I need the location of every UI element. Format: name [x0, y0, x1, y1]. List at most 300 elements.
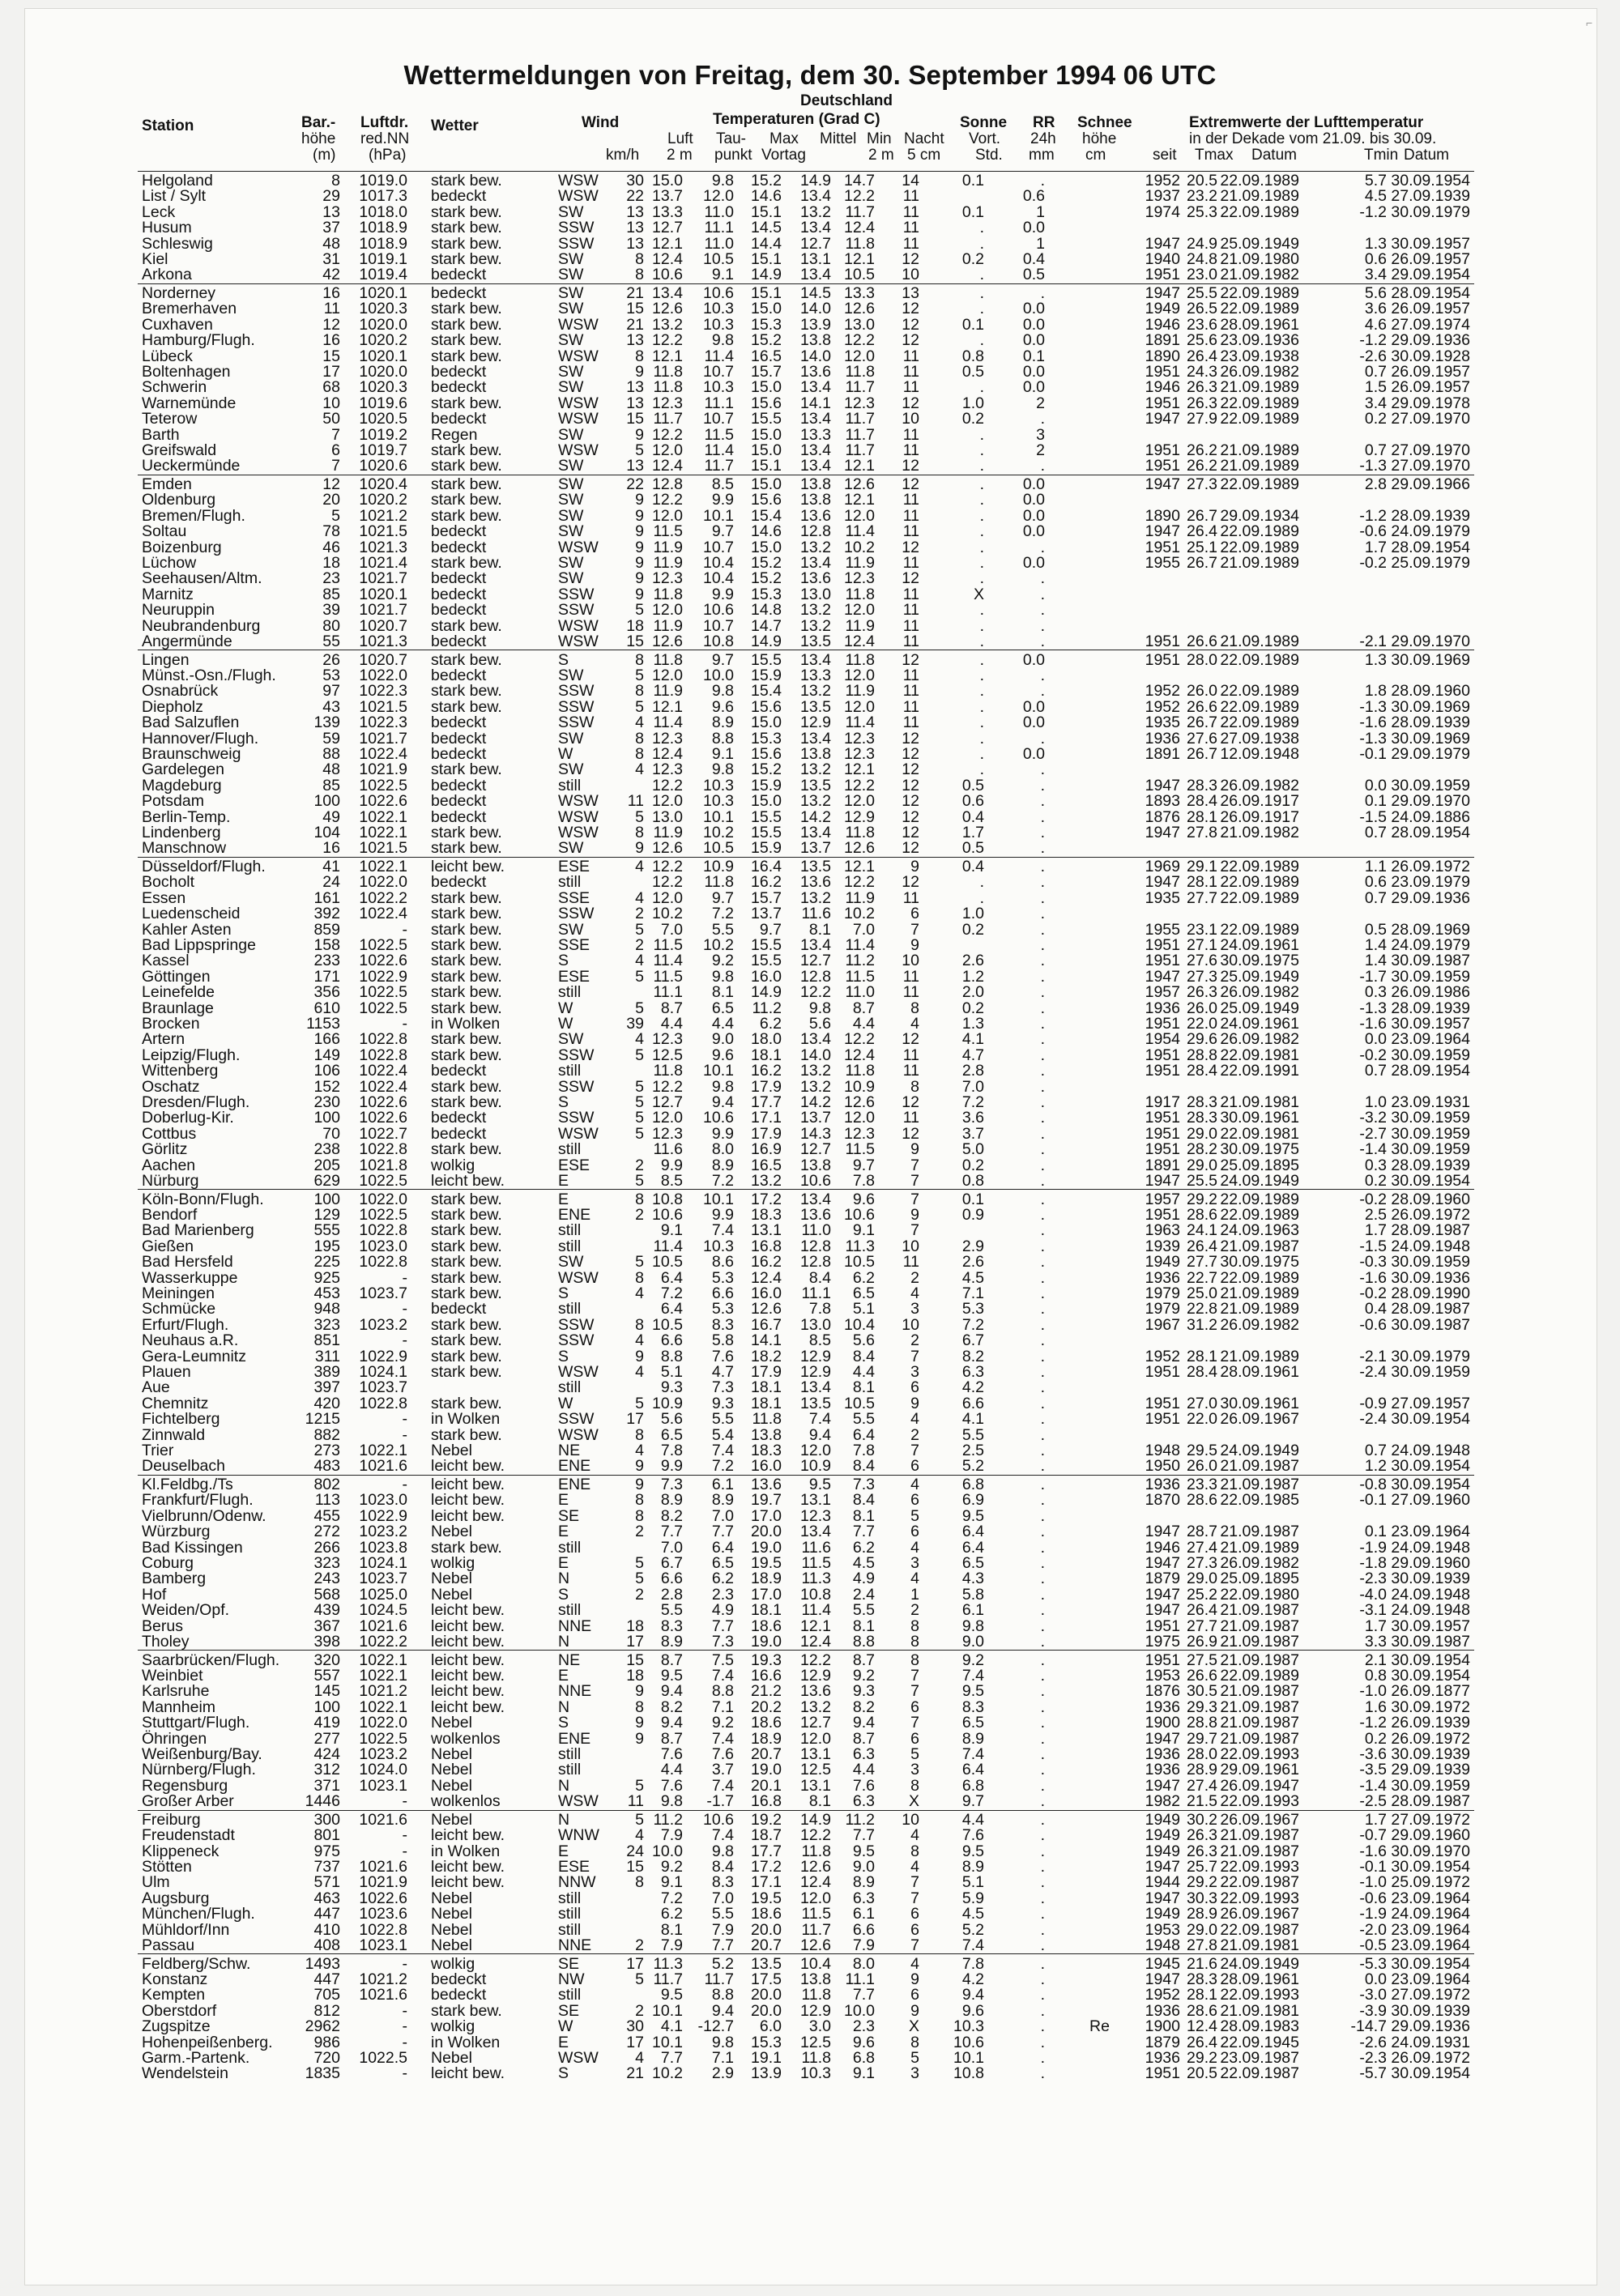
cell-min-2m: 12.6 — [844, 300, 875, 317]
cell-weather: stark bew. — [431, 1348, 502, 1365]
cell-wind-dir: SW — [558, 251, 583, 267]
table-row — [0, 1971, 1620, 1987]
cell-sunshine: 5.9 — [962, 1890, 984, 1906]
cell-precipitation: 2 — [1036, 442, 1045, 458]
col-kmh: km/h — [606, 147, 639, 164]
cell-station: Cottbus — [142, 1126, 196, 1142]
cell-tmax-date: 21.09.1989 — [1220, 442, 1299, 458]
cell-tmin: 0.7 — [1365, 824, 1387, 841]
cell-wind-dir: SSW — [558, 683, 594, 699]
cell-pressure: 1022.3 — [359, 683, 407, 699]
cell-mean: 13.4 — [800, 555, 831, 571]
col-vortag: Vortag — [761, 147, 806, 164]
cell-mean: 14.9 — [800, 1812, 831, 1828]
cell-bar-height: 49 — [322, 809, 340, 825]
cell-since-year: 1957 — [1145, 984, 1180, 1000]
cell-wind-dir: SSW — [558, 1317, 594, 1333]
cell-sunshine: 0.8 — [962, 348, 984, 364]
cell-since-year: 1951 — [1145, 1063, 1180, 1079]
cell-weather: bedeckt — [431, 1110, 486, 1126]
cell-station: Freiburg — [142, 1812, 201, 1828]
cell-pressure: - — [403, 1301, 408, 1317]
cell-precipitation: 0.0 — [1023, 364, 1045, 380]
cell-wind-dir: S — [558, 1715, 569, 1731]
cell-temp-air: 8.5 — [661, 1173, 683, 1189]
cell-pressure: 1019.4 — [359, 266, 407, 283]
cell-tmax: 27.7 — [1187, 1618, 1217, 1634]
cell-mean: 11.3 — [801, 1570, 831, 1587]
cell-pressure: 1024.5 — [359, 1602, 407, 1618]
table-row — [0, 1602, 1620, 1618]
cell-sunshine: 0.1 — [962, 317, 984, 333]
cell-sunshine: . — [980, 699, 984, 715]
cell-pressure: - — [403, 1843, 408, 1859]
cell-dew-point: 9.7 — [712, 652, 734, 668]
cell-tmin: -0.9 — [1359, 1395, 1387, 1412]
cell-sunshine: 6.4 — [962, 1761, 984, 1778]
cell-sunshine: 6.6 — [962, 1395, 984, 1412]
cell-min-2m: 9.1 — [853, 1222, 875, 1238]
cell-max-prev-day: 6.0 — [760, 2018, 782, 2034]
cell-temp-air: 11.9 — [653, 618, 683, 634]
cell-tmax: 29.0 — [1187, 1157, 1217, 1174]
cell-tmin-date: 28.09.1990 — [1391, 1285, 1470, 1301]
cell-tmax: 26.5 — [1187, 300, 1217, 317]
cell-dew-point: 8.4 — [712, 1859, 734, 1875]
cell-mean: 13.2 — [800, 539, 831, 556]
cell-wind-dir: still — [558, 1141, 581, 1157]
cell-tmax-date: 22.09.1989 — [1220, 300, 1299, 317]
cell-bar-height: 46 — [322, 539, 340, 556]
cell-tmax-date: 12.09.1948 — [1220, 746, 1299, 762]
cell-bar-height: 455 — [313, 1508, 340, 1524]
cell-station: Leck — [142, 204, 175, 220]
cell-bar-height: 273 — [313, 1442, 340, 1459]
col-luftdr-3: (hPa) — [369, 147, 406, 164]
cell-since-year: 1954 — [1145, 1031, 1180, 1047]
cell-tmax: 29.1 — [1187, 858, 1217, 875]
cell-tmin: -2.6 — [1359, 2034, 1387, 2051]
cell-tmin: -3.9 — [1359, 2003, 1387, 2019]
cell-tmin: -1.0 — [1359, 1874, 1387, 1890]
cell-bar-height: 1493 — [305, 1956, 340, 1972]
cell-max-prev-day: 14.6 — [751, 188, 782, 204]
cell-mean: 12.5 — [800, 2034, 831, 2051]
cell-sunshine: 4.5 — [962, 1270, 984, 1286]
cell-station: Weinbiet — [142, 1668, 203, 1684]
cell-wind-speed: 2 — [635, 1587, 644, 1603]
col-schnee-3: cm — [1085, 147, 1106, 164]
cell-tmax: 25.3 — [1187, 204, 1217, 220]
cell-wind-speed: 13 — [626, 219, 644, 236]
cell-bar-height: 439 — [313, 1602, 340, 1618]
cell-sunshine: 0.5 — [962, 364, 984, 380]
cell-tmax-date: 26.09.1967 — [1220, 1906, 1299, 1922]
cell-weather: Nebel — [431, 1570, 472, 1587]
cell-precipitation: . — [1041, 969, 1045, 985]
cell-tmin-date: 29.09.1936 — [1391, 332, 1470, 348]
cell-dew-point: 10.7 — [703, 618, 734, 634]
cell-tmin-date: 24.09.1979 — [1391, 937, 1470, 953]
cell-temp-air: 6.6 — [661, 1332, 683, 1348]
cell-max-prev-day: 11.8 — [752, 1411, 782, 1427]
cell-bar-height: 41 — [322, 858, 340, 875]
cell-tmax: 24.1 — [1187, 1222, 1217, 1238]
cell-max-prev-day: 20.0 — [751, 1922, 782, 1938]
cell-tmax: 23.2 — [1187, 188, 1217, 204]
cell-night-5cm: 12 — [902, 777, 919, 794]
cell-wind-dir: SW — [558, 427, 583, 443]
cell-precipitation: . — [1041, 922, 1045, 938]
table-row — [0, 1254, 1620, 1270]
cell-temp-air: 13.3 — [652, 204, 683, 220]
cell-wind-speed: 5 — [635, 1971, 644, 1987]
cell-min-2m: 6.2 — [853, 1270, 875, 1286]
cell-tmin-date: 26.09.1972 — [1391, 858, 1470, 875]
cell-wind-dir: SW — [558, 332, 583, 348]
cell-wind-speed: 9 — [635, 1731, 644, 1747]
cell-station: Münst.-Osn./Flugh. — [142, 667, 276, 684]
cell-tmin-date: 26.09.1986 — [1391, 984, 1470, 1000]
cell-dew-point: 8.3 — [712, 1317, 734, 1333]
cell-night-5cm: 3 — [910, 1761, 919, 1778]
col-rr-2: 24h — [1030, 131, 1056, 147]
col-datum-1: Datum — [1251, 147, 1297, 164]
cell-tmax: 12.4 — [1187, 2018, 1217, 2034]
cell-max-prev-day: 20.7 — [751, 1937, 782, 1953]
col-tmin: Tmin — [1364, 147, 1398, 164]
table-row — [0, 1761, 1620, 1778]
cell-sunshine: 1.0 — [962, 395, 984, 411]
cell-pressure: 1021.2 — [359, 1683, 407, 1699]
cell-tmin: 1.6 — [1365, 1699, 1387, 1715]
cell-station: Görlitz — [142, 1141, 187, 1157]
cell-wind-speed: 24 — [626, 1843, 644, 1859]
cell-tmin: -2.4 — [1359, 1411, 1387, 1427]
table-row — [0, 1874, 1620, 1890]
cell-temp-air: 7.8 — [661, 1442, 683, 1459]
cell-night-5cm: 7 — [910, 1348, 919, 1365]
cell-max-prev-day: 17.0 — [751, 1587, 782, 1603]
cell-dew-point: 6.2 — [712, 1570, 734, 1587]
cell-bar-height: 10 — [322, 395, 340, 411]
cell-station: Bocholt — [142, 874, 194, 890]
cell-night-5cm: 12 — [902, 1031, 919, 1047]
cell-tmax-date: 30.09.1975 — [1220, 1254, 1299, 1270]
cell-night-5cm: 11 — [903, 1047, 919, 1063]
cell-tmin: -1.3 — [1359, 731, 1387, 747]
cell-bar-height: 20 — [322, 492, 340, 508]
cell-temp-air: 12.0 — [652, 508, 683, 524]
cell-night-5cm: 11 — [903, 586, 919, 603]
cell-tmin: 0.7 — [1365, 890, 1387, 906]
cell-pressure: 1022.9 — [359, 1508, 407, 1524]
cell-pressure: 1021.6 — [359, 1987, 407, 2003]
cell-since-year: 1947 — [1145, 476, 1180, 492]
cell-mean: 13.6 — [800, 874, 831, 890]
cell-precipitation: . — [1041, 173, 1045, 189]
cell-station: Marnitz — [142, 586, 194, 603]
cell-mean: 14.5 — [800, 285, 831, 301]
table-row — [0, 1063, 1620, 1079]
table-row — [0, 427, 1620, 443]
cell-wind-speed: 5 — [635, 922, 644, 938]
cell-sunshine: 2.0 — [962, 984, 984, 1000]
cell-wind-speed: 4 — [635, 1031, 644, 1047]
cell-pressure: 1022.8 — [359, 1395, 407, 1412]
cell-since-year: 1947 — [1145, 1971, 1180, 1987]
cell-bar-height: 12 — [322, 476, 340, 492]
cell-pressure: 1022.5 — [359, 1173, 407, 1189]
cell-dew-point: 4.4 — [712, 1016, 734, 1032]
cell-night-5cm: 11 — [903, 523, 919, 539]
cell-min-2m: 11.9 — [845, 555, 875, 571]
cell-tmin-date: 25.09.1979 — [1391, 555, 1470, 571]
cell-night-5cm: 7 — [910, 922, 919, 938]
cell-tmin: -1.4 — [1359, 1778, 1387, 1794]
cell-sunshine: . — [980, 523, 984, 539]
cell-tmax: 28.1 — [1187, 1348, 1217, 1365]
cell-pressure: 1022.0 — [359, 874, 407, 890]
cell-night-5cm: 8 — [910, 2034, 919, 2051]
cell-max-prev-day: 15.3 — [751, 2034, 782, 2051]
cell-wind-dir: SW — [558, 492, 583, 508]
cell-dew-point: 7.4 — [712, 1778, 734, 1794]
cell-weather: wolkenlos — [431, 1793, 501, 1809]
cell-tmax: 20.5 — [1187, 2065, 1217, 2081]
cell-temp-air: 12.1 — [652, 699, 683, 715]
cell-dew-point: 8.6 — [712, 1254, 734, 1270]
cell-tmin: 0.7 — [1365, 364, 1387, 380]
cell-weather: stark bew. — [431, 890, 502, 906]
cell-tmax-date: 21.09.1987 — [1220, 1523, 1299, 1540]
cell-min-2m: 12.6 — [844, 1094, 875, 1110]
cell-station: Bamberg — [142, 1570, 206, 1587]
cell-bar-height: 97 — [322, 683, 340, 699]
cell-pressure: 1022.5 — [359, 937, 407, 953]
cell-pressure: 1022.6 — [359, 1110, 407, 1126]
cell-tmin-date: 27.09.1970 — [1391, 411, 1470, 427]
cell-tmax-date: 22.09.1989 — [1220, 523, 1299, 539]
cell-tmin: 5.6 — [1365, 285, 1387, 301]
cell-wind-dir: N — [558, 1634, 569, 1650]
cell-tmin-date: 27.09.1974 — [1391, 317, 1470, 333]
cell-wind-dir: NW — [558, 1971, 585, 1987]
cell-night-5cm: 9 — [910, 1395, 919, 1412]
cell-precipitation: . — [1041, 1890, 1045, 1906]
table-row — [0, 2065, 1620, 2081]
cell-min-2m: 8.9 — [853, 1874, 875, 1890]
cell-tmin: -1.3 — [1359, 699, 1387, 715]
cell-wind-dir: still — [558, 1222, 581, 1238]
cell-precipitation: . — [1041, 1157, 1045, 1174]
col-station: Station — [142, 118, 194, 134]
cell-since-year: 1955 — [1145, 922, 1180, 938]
cell-weather: Nebel — [431, 1523, 472, 1540]
cell-mean: 14.1 — [800, 395, 831, 411]
cell-dew-point: 8.0 — [712, 1141, 734, 1157]
cell-station: Dresden/Flugh. — [142, 1094, 249, 1110]
col-luft-1: Luft — [667, 131, 693, 147]
cell-max-prev-day: 16.4 — [751, 858, 782, 875]
cell-night-5cm: 5 — [910, 1746, 919, 1762]
cell-pressure: 1023.7 — [359, 1285, 407, 1301]
cell-tmin: 0.6 — [1365, 874, 1387, 890]
cell-sunshine: 0.2 — [962, 411, 984, 427]
cell-min-2m: 14.7 — [844, 173, 875, 189]
cell-tmin-date: 28.09.1987 — [1391, 1301, 1470, 1317]
cell-max-prev-day: 15.6 — [751, 746, 782, 762]
cell-tmax: 27.4 — [1187, 1540, 1217, 1556]
cell-night-5cm: 8 — [910, 1652, 919, 1668]
cell-bar-height: 39 — [322, 602, 340, 618]
cell-mean: 12.9 — [800, 1668, 831, 1684]
cell-night-5cm: 7 — [910, 1222, 919, 1238]
cell-station: Augsburg — [142, 1890, 209, 1906]
cell-tmin-date: 29.09.1936 — [1391, 2018, 1470, 2034]
cell-tmax: 28.1 — [1187, 874, 1217, 890]
cell-temp-air: 12.0 — [652, 890, 683, 906]
cell-min-2m: 12.1 — [844, 251, 875, 267]
cell-min-2m: 12.1 — [844, 492, 875, 508]
cell-precipitation: . — [1041, 1411, 1045, 1427]
cell-bar-height: 161 — [313, 890, 340, 906]
cell-precipitation: . — [1041, 1746, 1045, 1762]
cell-wind-speed: 8 — [635, 824, 644, 841]
cell-sunshine: . — [980, 458, 984, 474]
cell-station: Konstanz — [142, 1971, 207, 1987]
cell-precipitation: . — [1041, 905, 1045, 922]
cell-wind-speed: 4 — [635, 1364, 644, 1380]
cell-temp-air: 7.6 — [661, 1746, 683, 1762]
cell-night-5cm: 11 — [903, 219, 919, 236]
cell-dew-point: 5.8 — [712, 1332, 734, 1348]
cell-tmin-date: 29.09.1939 — [1391, 1761, 1470, 1778]
cell-bar-height: 447 — [313, 1906, 340, 1922]
cell-tmin-date: 25.09.1972 — [1391, 1874, 1470, 1890]
cell-sunshine: 5.1 — [962, 1874, 984, 1890]
cell-sunshine: 4.3 — [962, 1570, 984, 1587]
cell-pressure: - — [403, 1827, 408, 1843]
cell-weather: leicht bew. — [431, 1476, 505, 1493]
cell-pressure: 1022.8 — [359, 1254, 407, 1270]
cell-temp-air: 11.5 — [653, 969, 683, 985]
cell-dew-point: 8.9 — [712, 1157, 734, 1174]
cell-wind-dir: ENE — [558, 1458, 590, 1474]
cell-dew-point: 7.3 — [712, 1379, 734, 1395]
cell-precipitation: . — [1041, 2003, 1045, 2019]
cell-wind-speed: 4 — [635, 858, 644, 875]
cell-tmin-date: 30.09.1954 — [1391, 1668, 1470, 1684]
cell-weather: bedeckt — [431, 777, 486, 794]
cell-min-2m: 10.2 — [844, 905, 875, 922]
table-row — [0, 1508, 1620, 1524]
cell-station: Neuhaus a.R. — [142, 1332, 238, 1348]
table-row — [0, 1555, 1620, 1571]
cell-tmin: -0.6 — [1359, 523, 1387, 539]
table-row — [0, 2018, 1620, 2034]
cell-precipitation: . — [1041, 1285, 1045, 1301]
cell-precipitation: 3 — [1036, 427, 1045, 443]
cell-precipitation: . — [1041, 1906, 1045, 1922]
cell-precipitation: . — [1041, 793, 1045, 809]
cell-tmin: -2.7 — [1359, 1126, 1387, 1142]
cell-tmin: -1.3 — [1359, 1000, 1387, 1016]
cell-dew-point: 9.6 — [712, 699, 734, 715]
cell-max-prev-day: 20.0 — [751, 1987, 782, 2003]
cell-weather: bedeckt — [431, 793, 486, 809]
cell-tmax-date: 22.09.1989 — [1220, 858, 1299, 875]
cell-precipitation: . — [1041, 1395, 1045, 1412]
cell-tmin-date: 30.09.1939 — [1391, 2003, 1470, 2019]
cell-max-prev-day: 16.2 — [751, 1254, 782, 1270]
cell-wind-dir: S — [558, 1285, 569, 1301]
cell-wind-speed: 8 — [635, 746, 644, 762]
cell-max-prev-day: 18.6 — [751, 1715, 782, 1731]
cell-dew-point: 9.7 — [712, 890, 734, 906]
cell-tmin-date: 30.09.1954 — [1391, 1411, 1470, 1427]
cell-wind-speed: 15 — [626, 411, 644, 427]
cell-max-prev-day: 15.9 — [751, 667, 782, 684]
cell-tmin-date: 23.09.1964 — [1391, 1937, 1470, 1953]
cell-temp-air: 11.9 — [653, 555, 683, 571]
table-row — [0, 1270, 1620, 1286]
cell-night-5cm: 12 — [902, 300, 919, 317]
cell-temp-air: 8.3 — [661, 1618, 683, 1634]
cell-tmax-date: 28.09.1961 — [1220, 1364, 1299, 1380]
cell-precipitation: . — [1041, 1683, 1045, 1699]
cell-dew-point: 10.5 — [703, 840, 734, 856]
cell-station: Helgoland — [142, 173, 213, 189]
cell-sunshine: 0.5 — [962, 777, 984, 794]
cell-tmax-date: 22.09.1989 — [1220, 699, 1299, 715]
cell-since-year: 1879 — [1145, 2034, 1180, 2051]
cell-min-2m: 12.2 — [844, 874, 875, 890]
cell-bar-height: 300 — [313, 1812, 340, 1828]
cell-tmin: 2.1 — [1365, 1652, 1387, 1668]
cell-weather: bedeckt — [431, 586, 486, 603]
cell-bar-height: 29 — [322, 188, 340, 204]
cell-wind-speed: 4 — [635, 1285, 644, 1301]
cell-since-year: 1947 — [1145, 1587, 1180, 1603]
cell-min-2m: 12.6 — [844, 476, 875, 492]
cell-bar-height: 975 — [313, 1843, 340, 1859]
cell-bar-height: 70 — [322, 1126, 340, 1142]
cell-tmax: 25.1 — [1187, 539, 1217, 556]
cell-tmin-date: 30.09.1954 — [1391, 1458, 1470, 1474]
cell-station: Köln-Bonn/Flugh. — [142, 1191, 264, 1208]
cell-min-2m: 12.0 — [844, 1110, 875, 1126]
cell-tmax-date: 26.09.1967 — [1220, 1812, 1299, 1828]
cell-min-2m: 7.7 — [853, 1987, 875, 2003]
cell-tmin: 3.3 — [1365, 1634, 1387, 1650]
cell-tmin: -2.6 — [1359, 348, 1387, 364]
cell-max-prev-day: 15.0 — [751, 300, 782, 317]
cell-tmin-date: 30.09.1954 — [1391, 1859, 1470, 1875]
cell-mean: 11.8 — [801, 2050, 831, 2066]
cell-tmax: 25.2 — [1187, 1587, 1217, 1603]
cell-night-5cm: 10 — [902, 1317, 919, 1333]
cell-precipitation: . — [1041, 809, 1045, 825]
cell-tmax-date: 21.09.1987 — [1220, 1618, 1299, 1634]
cell-wind-speed: 2 — [635, 937, 644, 953]
cell-max-prev-day: 16.0 — [751, 1285, 782, 1301]
cell-pressure: 1023.6 — [359, 1906, 407, 1922]
cell-wind-speed: 5 — [635, 1570, 644, 1587]
cell-tmax-date: 24.09.1961 — [1220, 937, 1299, 953]
cell-tmin: -0.2 — [1359, 1285, 1387, 1301]
cell-station: Manschnow — [142, 840, 226, 856]
